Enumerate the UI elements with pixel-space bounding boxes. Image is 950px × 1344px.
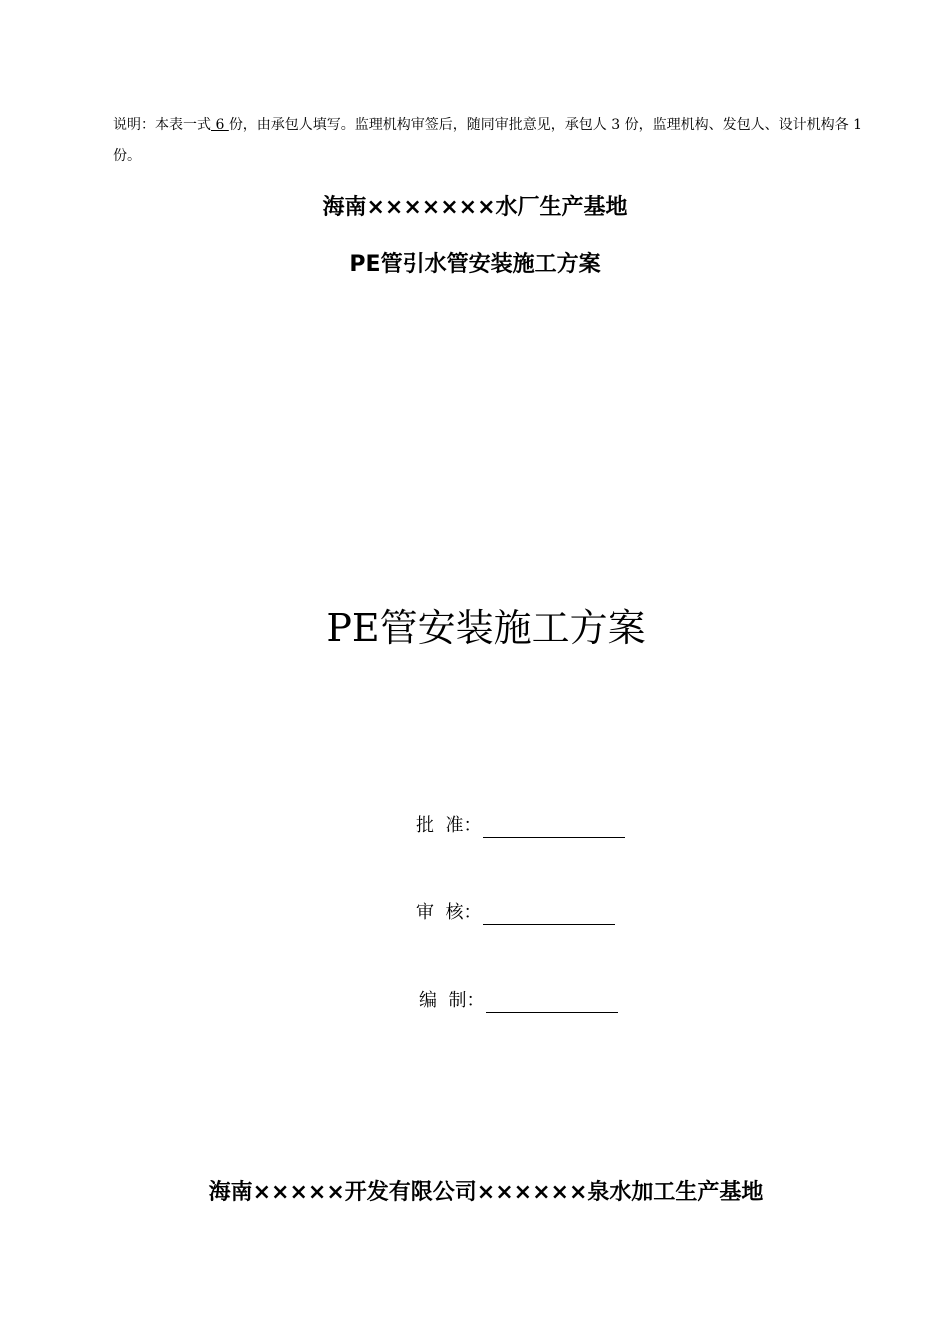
project-subheading: PE管引水管安装施工方案 (349, 252, 601, 277)
document-title: PE管安装施工方案 (326, 606, 646, 650)
approve-label: 批 准： (416, 815, 482, 836)
project-heading: 海南×××××××水厂生产基地 (322, 195, 628, 220)
compile-signature-line (486, 992, 618, 1013)
approve-signature-line (483, 817, 625, 838)
instruction-note (113, 110, 863, 172)
note-prefix: 说明：本表一式 (113, 117, 211, 133)
review-label: 审 核： (416, 902, 482, 923)
note-copies: 6 (211, 117, 229, 133)
review-row (416, 899, 615, 925)
approve-row (416, 812, 625, 838)
review-signature-line (483, 904, 615, 925)
compile-row (419, 987, 618, 1013)
note-suffix: 份，由承包人填写。监理机构审签后，随同审批意见，承包人 3 份，监理机构、发包人、设计机构各 1 份。 (113, 117, 862, 164)
company-footer: 海南×××××开发有限公司××××××泉水加工生产基地 (208, 1180, 764, 1205)
compile-label: 编 制： (419, 990, 485, 1011)
